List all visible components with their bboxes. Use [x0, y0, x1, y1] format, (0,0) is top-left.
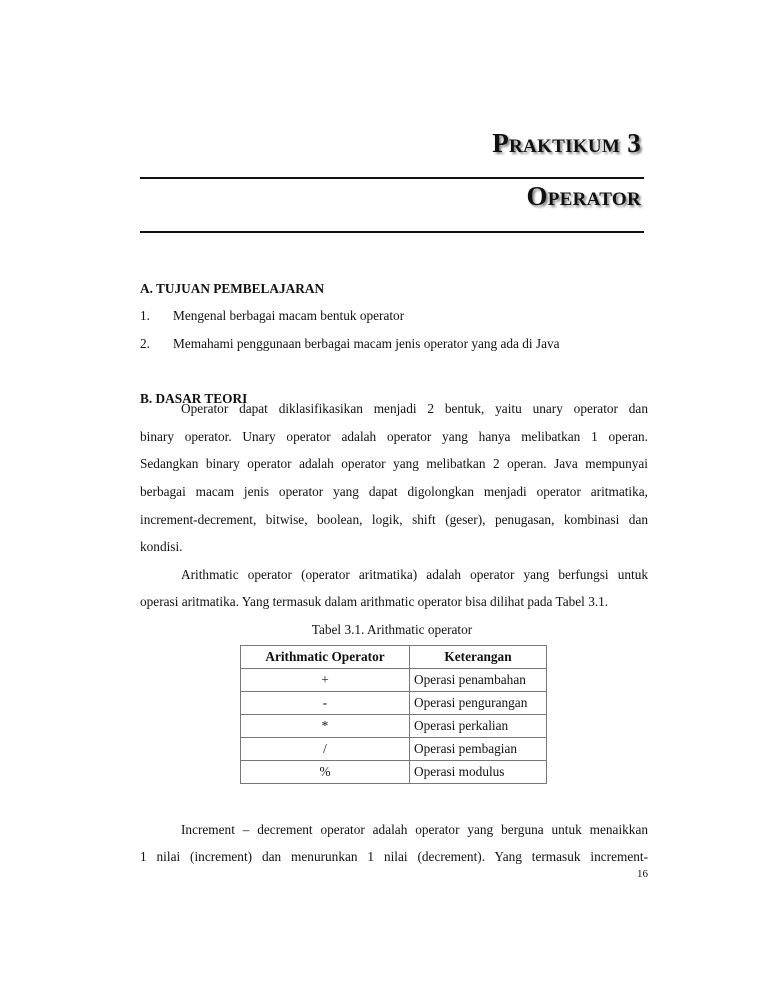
table-row — [241, 715, 547, 738]
paragraph-line: Arithmatic operator (operator aritmatika) adalah operator yang berfungsi untuk — [181, 567, 648, 582]
paragraph-line: kondisi. — [140, 539, 183, 554]
operator-cell: + — [241, 669, 410, 692]
paragraph-line: binary operator. Unary operator adalah operator yang hanya melibatkan 1 operan. — [140, 429, 648, 444]
description-cell: Operasi penambahan — [410, 669, 547, 692]
description-cell: Operasi perkalian — [410, 715, 547, 738]
paragraph-line: Increment – decrement operator adalah operator yang berguna untuk menaikkan — [181, 822, 648, 837]
chapter-heading: Praktikum 3 — [492, 128, 641, 158]
table-caption: Tabel 3.1. Arithmatic operator — [311, 622, 473, 637]
arithmetic-operator-table — [240, 645, 547, 784]
table-row — [241, 738, 547, 761]
paragraph-line: 1 nilai (increment) dan menurunkan 1 nilai (decrement). Yang termasuk increment- — [140, 849, 648, 864]
divider — [140, 177, 644, 179]
header-cell: Arithmatic Operator — [241, 646, 410, 669]
table-row — [241, 669, 547, 692]
operator-cell: / — [241, 738, 410, 761]
table-row — [241, 761, 547, 784]
operator-cell: % — [241, 761, 410, 784]
list-text: Mengenal berbagai macam bentuk operator — [173, 308, 405, 323]
paragraph-line: operasi aritmatika. Yang termasuk dalam arithmatic operator bisa dilihat pada Tabel 3.1. — [140, 594, 609, 609]
operator-cell: - — [241, 692, 410, 715]
paragraph-line: Operator dapat diklasifikasikan menjadi 2 bentuk, yaitu unary operator dan — [181, 401, 648, 416]
description-cell: Operasi modulus — [410, 761, 547, 784]
paragraph-line: berbagai macam jenis operator yang dapat digolongkan menjadi operator aritmatika, — [140, 484, 648, 499]
paragraph-line: increment-decrement, bitwise, boolean, logik, shift (geser), penugasan, kombinasi dan — [140, 512, 648, 527]
table-header-row — [241, 646, 547, 669]
paragraph-line: Sedangkan binary operator adalah operator yang melibatkan 2 operan. Java mempunyai — [140, 456, 648, 471]
table-row — [241, 692, 547, 715]
header-cell: Keterangan — [410, 646, 547, 669]
operator-cell: * — [241, 715, 410, 738]
section-heading: A. TUJUAN PEMBELAJARAN — [140, 281, 325, 296]
list-number: 1. — [140, 308, 150, 323]
list-text: Memahami penggunaan berbagai macam jenis operator yang ada di Java — [173, 336, 560, 351]
page-number: 16 — [637, 868, 648, 880]
divider — [140, 231, 644, 233]
page-title: Operator — [526, 181, 641, 211]
list-number: 2. — [140, 336, 150, 351]
section-heading: B. DASAR TEORI — [140, 391, 248, 406]
description-cell: Operasi pengurangan — [410, 692, 547, 715]
description-cell: Operasi pembagian — [410, 738, 547, 761]
